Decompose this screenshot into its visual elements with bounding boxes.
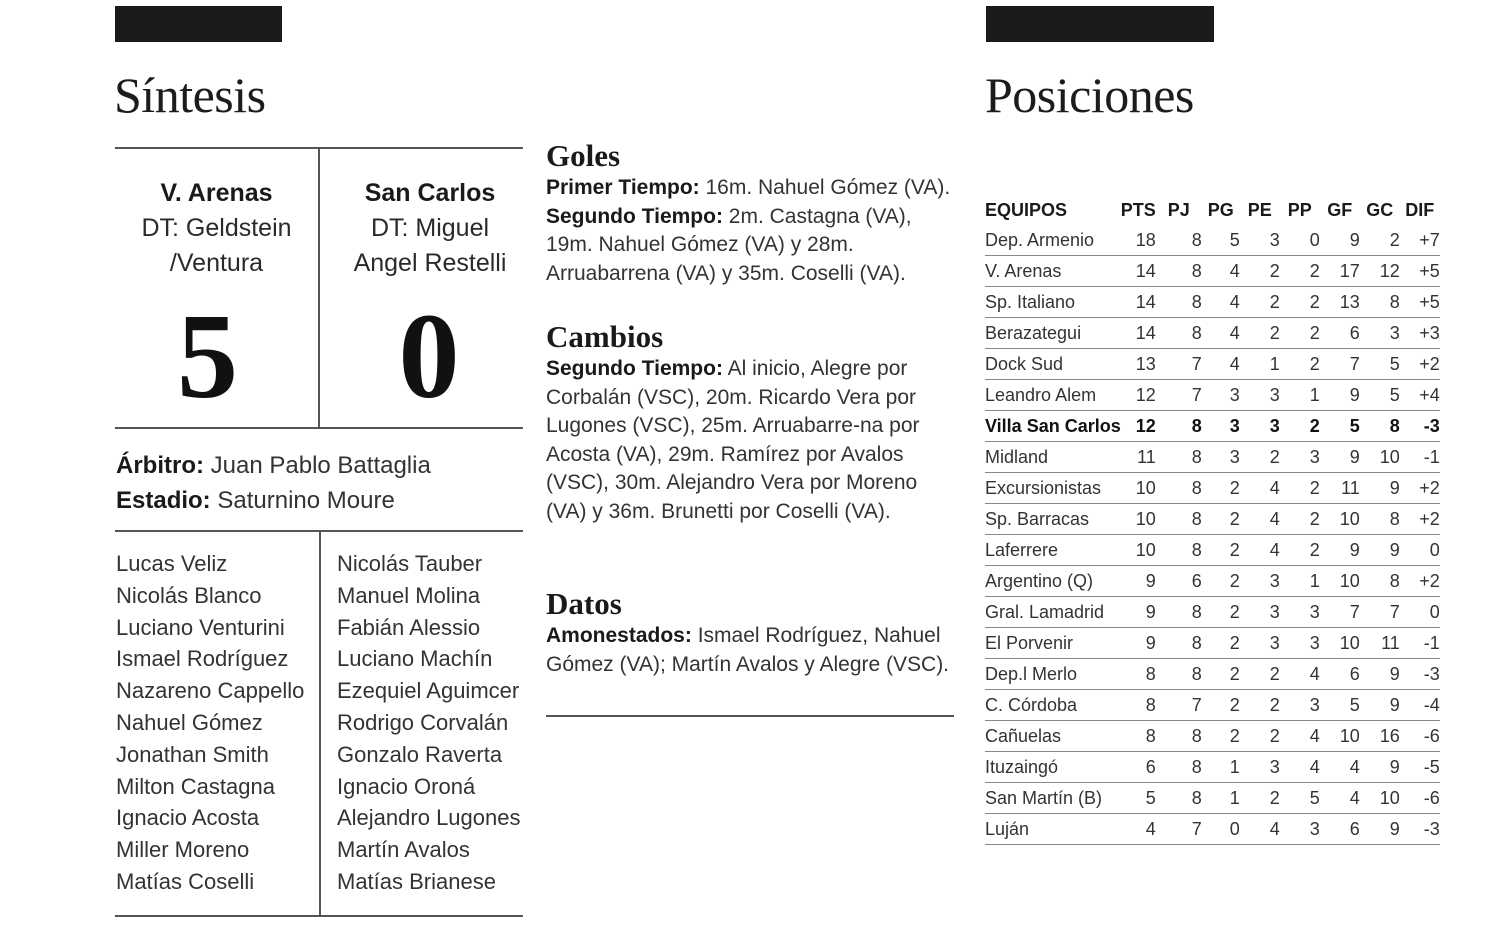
standings-cell-pj: 8	[1156, 287, 1202, 318]
standings-cell-gf: 7	[1320, 349, 1360, 380]
standings-cell-dif: -6	[1400, 721, 1440, 752]
standings-row	[985, 597, 1440, 628]
standings-cell-gf: 7	[1320, 597, 1360, 628]
standings-cell-pg: 5	[1202, 225, 1240, 256]
away-player: Nicolás Tauber	[337, 551, 483, 576]
standings-row	[985, 504, 1440, 535]
standings-cell-equipo: Excursionistas	[985, 473, 1121, 504]
cambios-section	[546, 319, 958, 526]
standings-cell-pe: 3	[1240, 225, 1280, 256]
match-box-bottom-rule	[115, 427, 523, 429]
standings-cell-pts: 4	[1121, 814, 1156, 845]
standings-cell-pe: 4	[1240, 535, 1280, 566]
standings-cell-dif: +7	[1400, 225, 1440, 256]
standings-cell-equipo: Gral. Lamadrid	[985, 597, 1121, 628]
standings-cell-dif: -3	[1400, 659, 1440, 690]
col-header-dif: DIF	[1405, 199, 1435, 220]
standings-cell-pe: 4	[1240, 814, 1280, 845]
standings-cell-equipo: El Porvenir	[985, 628, 1121, 659]
standings-cell-pp: 4	[1280, 752, 1320, 783]
standings-cell-gf: 5	[1320, 411, 1360, 442]
standings-cell-pj: 8	[1156, 721, 1202, 752]
standings-row	[985, 566, 1440, 597]
standings-row	[985, 349, 1440, 380]
standings-cell-pe: 2	[1240, 318, 1280, 349]
goles-text	[546, 174, 958, 288]
standings-cell-pg: 4	[1202, 256, 1240, 287]
standings-cell-pj: 8	[1156, 318, 1202, 349]
standings-cell-pg: 3	[1202, 442, 1240, 473]
standings-cell-equipo: Luján	[985, 814, 1121, 845]
standings-cell-equipo: San Martín (B)	[985, 783, 1121, 814]
standings-cell-pts: 8	[1121, 659, 1156, 690]
away-player: Matías Brianese	[337, 868, 496, 894]
standings-cell-pts: 10	[1121, 504, 1156, 535]
standings-table	[985, 195, 1440, 845]
standings-cell-pp: 2	[1280, 504, 1320, 535]
standings-cell-gf: 6	[1320, 659, 1360, 690]
standings-cell-pe: 2	[1240, 783, 1280, 814]
standings-cell-gf: 6	[1320, 814, 1360, 845]
standings-cell-pp: 2	[1280, 411, 1320, 442]
standings-cell-pe: 3	[1240, 752, 1280, 783]
referee-name: Juan Pablo Battaglia	[210, 452, 431, 479]
standings-cell-pts: 14	[1121, 256, 1156, 287]
standings-cell-gf: 17	[1320, 256, 1360, 287]
standings-cell-pg: 3	[1202, 380, 1240, 411]
standings-cell-pg: 1	[1202, 783, 1240, 814]
col-header-pts: PTS	[1120, 199, 1156, 220]
referee-label: Árbitro:	[116, 452, 204, 479]
home-team-coach: DT: Geldstein	[141, 214, 292, 242]
standings-cell-pg: 2	[1202, 473, 1240, 504]
standings-cell-gc: 9	[1360, 535, 1400, 566]
stadium-line	[116, 483, 395, 518]
standings-cell-gf: 9	[1320, 380, 1360, 411]
datos-section	[546, 586, 958, 679]
standings-cell-pj: 7	[1156, 690, 1202, 721]
standings-cell-pj: 8	[1156, 597, 1202, 628]
standings-row	[985, 721, 1440, 752]
standings-cell-pg: 2	[1202, 597, 1240, 628]
standings-cell-pp: 2	[1280, 318, 1320, 349]
standings-cell-dif: +4	[1400, 380, 1440, 411]
home-player: Miller Moreno	[116, 837, 250, 863]
standings-cell-pg: 2	[1202, 566, 1240, 597]
away-team-coach-cont: Angel Restelli	[353, 249, 507, 277]
home-player: Lucas Veliz	[116, 551, 228, 576]
standings-cell-dif: +2	[1400, 504, 1440, 535]
col-header-pj: PJ	[1167, 199, 1190, 220]
lineups-divider	[319, 532, 321, 916]
away-player: Martín Avalos	[337, 837, 470, 863]
standings-cell-dif: -5	[1400, 752, 1440, 783]
standings-cell-pg: 2	[1202, 504, 1240, 535]
standings-cell-pp: 0	[1280, 225, 1320, 256]
standings-row	[985, 659, 1440, 690]
standings-cell-equipo: Midland	[985, 442, 1121, 473]
standings-cell-gc: 5	[1360, 349, 1400, 380]
standings-cell-pp: 4	[1280, 721, 1320, 752]
standings-cell-pts: 13	[1121, 349, 1156, 380]
standings-cell-gc: 16	[1360, 721, 1400, 752]
standings-cell-pts: 5	[1121, 783, 1156, 814]
standings-cell-pts: 10	[1121, 473, 1156, 504]
standings-row	[985, 380, 1440, 411]
standings-header-row	[985, 195, 1440, 225]
standings-cell-gc: 8	[1360, 411, 1400, 442]
standings-cell-gc: 7	[1360, 597, 1400, 628]
standings-cell-gc: 8	[1360, 566, 1400, 597]
standings-cell-gf: 5	[1320, 690, 1360, 721]
standings-cell-gf: 13	[1320, 287, 1360, 318]
standings-cell-dif: +2	[1400, 349, 1440, 380]
standings-row	[985, 442, 1440, 473]
standings-cell-equipo: Dep.l Merlo	[985, 659, 1121, 690]
standings-cell-gc: 5	[1360, 380, 1400, 411]
away-team-name: San Carlos	[364, 179, 496, 207]
standings-cell-pg: 4	[1202, 318, 1240, 349]
standings-cell-equipo: Villa San Carlos	[985, 411, 1121, 442]
goles-label-1: Primer Tiempo:	[546, 176, 700, 199]
standings-cell-dif: +2	[1400, 473, 1440, 504]
standings-cell-equipo: Argentino (Q)	[985, 566, 1121, 597]
away-player: Rodrigo Corvalán	[337, 709, 509, 735]
standings-cell-gc: 9	[1360, 814, 1400, 845]
standings-cell-gc: 9	[1360, 690, 1400, 721]
standings-cell-gc: 10	[1360, 442, 1400, 473]
home-player: Jonathan Smith	[116, 741, 269, 767]
standings-cell-pj: 8	[1156, 473, 1202, 504]
cambios-label-1: Segundo Tiempo:	[546, 357, 723, 380]
standings-cell-pe: 3	[1240, 380, 1280, 411]
standings-cell-pg: 0	[1202, 814, 1240, 845]
away-team-coach: DT: Miguel	[370, 214, 490, 242]
standings-cell-gc: 12	[1360, 256, 1400, 287]
standings-cell-pts: 9	[1121, 628, 1156, 659]
standings-row	[985, 225, 1440, 256]
standings-cell-pp: 3	[1280, 628, 1320, 659]
away-team-block	[320, 176, 540, 281]
standings-cell-equipo: Dock Sud	[985, 349, 1121, 380]
standings-cell-pg: 2	[1202, 535, 1240, 566]
standings-cell-dif: +3	[1400, 318, 1440, 349]
standings-cell-dif: -1	[1400, 628, 1440, 659]
standings-cell-pp: 3	[1280, 690, 1320, 721]
cambios-text	[546, 355, 958, 526]
standings-cell-gc: 9	[1360, 752, 1400, 783]
standings-cell-gf: 4	[1320, 752, 1360, 783]
standings-cell-pts: 12	[1121, 411, 1156, 442]
home-team-coach-cont: /Ventura	[169, 249, 264, 277]
standings-row	[985, 535, 1440, 566]
standings-cell-dif: 0	[1400, 535, 1440, 566]
standings-cell-equipo: Berazategui	[985, 318, 1121, 349]
standings-cell-pj: 8	[1156, 752, 1202, 783]
standings-cell-gc: 9	[1360, 659, 1400, 690]
standings-body	[985, 225, 1440, 845]
standings-cell-pj: 8	[1156, 256, 1202, 287]
home-player: Nazareno Cappello	[116, 678, 305, 704]
stadium-label: Estadio:	[116, 487, 211, 514]
standings-cell-pg: 2	[1202, 628, 1240, 659]
standings-cell-pj: 7	[1156, 380, 1202, 411]
col-header-gc: GC	[1366, 199, 1394, 220]
standings-cell-gf: 9	[1320, 442, 1360, 473]
datos-label-1: Amonestados:	[546, 624, 692, 647]
standings-cell-pp: 2	[1280, 349, 1320, 380]
standings-cell-pts: 9	[1121, 566, 1156, 597]
standings-cell-pts: 14	[1121, 318, 1156, 349]
standings-row	[985, 814, 1440, 845]
standings-cell-pg: 2	[1202, 659, 1240, 690]
standings-cell-gc: 10	[1360, 783, 1400, 814]
standings-cell-pts: 8	[1121, 690, 1156, 721]
standings-cell-pe: 1	[1240, 349, 1280, 380]
home-player: Nahuel Gómez	[116, 709, 263, 735]
standings-cell-pp: 3	[1280, 442, 1320, 473]
standings-cell-pts: 10	[1121, 535, 1156, 566]
standings-cell-equipo: Ituzaingó	[985, 752, 1121, 783]
cambios-text-1: Al inicio, Alegre por Corbalán (VSC), 20m. Ricardo Vera por Lugones (VSC), 25m. Arruabarre-na por Acosta (VA), 29m. Ramírez por Avalos (VSC), 30m. Alejandro Vera por Moreno (VA) y 36m. Brunetti por Coselli (VA).	[546, 357, 920, 523]
standings-cell-equipo: V. Arenas	[985, 256, 1121, 287]
standings-row	[985, 628, 1440, 659]
standings-cell-dif: +2	[1400, 566, 1440, 597]
datos-title: Datos	[546, 586, 622, 621]
away-lineup	[337, 548, 520, 898]
home-lineup	[116, 548, 304, 898]
col-header-equipos: EQUIPOS	[985, 199, 1068, 220]
standings-cell-gc: 11	[1360, 628, 1400, 659]
standings-cell-pe: 3	[1240, 566, 1280, 597]
standings-cell-gf: 4	[1320, 783, 1360, 814]
middle-column-bottom-rule	[546, 715, 954, 717]
standings-cell-equipo: Sp. Italiano	[985, 287, 1121, 318]
standings-cell-pts: 9	[1121, 597, 1156, 628]
standings-cell-pts: 6	[1121, 752, 1156, 783]
standings-cell-equipo: Cañuelas	[985, 721, 1121, 752]
referee-line	[116, 448, 431, 483]
standings-cell-pj: 8	[1156, 535, 1202, 566]
goles-text-1: 16m. Nahuel Gómez (VA).	[699, 176, 951, 199]
standings-cell-equipo: Sp. Barracas	[985, 504, 1121, 535]
away-player: Alejandro Lugones	[337, 805, 521, 831]
home-player: Nicolás Blanco	[116, 582, 262, 608]
standings-cell-pj: 8	[1156, 225, 1202, 256]
standings-cell-pts: 11	[1121, 442, 1156, 473]
standings-cell-pj: 6	[1156, 566, 1202, 597]
home-player: Ignacio Acosta	[116, 805, 260, 831]
standings-row	[985, 411, 1440, 442]
standings-cell-gf: 10	[1320, 721, 1360, 752]
standings-cell-equipo: Leandro Alem	[985, 380, 1121, 411]
standings-cell-pe: 2	[1240, 256, 1280, 287]
sintesis-header-bar	[115, 6, 282, 42]
standings-cell-pe: 2	[1240, 659, 1280, 690]
standings-cell-pp: 2	[1280, 535, 1320, 566]
datos-text	[546, 622, 958, 679]
standings-cell-pe: 2	[1240, 287, 1280, 318]
posiciones-header-bar	[986, 6, 1214, 42]
standings-cell-pp: 2	[1280, 287, 1320, 318]
standings-cell-pp: 4	[1280, 659, 1320, 690]
standings-cell-pe: 3	[1240, 411, 1280, 442]
standings-cell-gc: 3	[1360, 318, 1400, 349]
standings-row	[985, 287, 1440, 318]
standings-row	[985, 690, 1440, 721]
col-header-pe: PE	[1247, 199, 1272, 220]
standings-cell-pg: 2	[1202, 690, 1240, 721]
standings-cell-dif: 0	[1400, 597, 1440, 628]
standings-cell-pts: 12	[1121, 380, 1156, 411]
standings-cell-dif: -6	[1400, 783, 1440, 814]
stadium-name: Saturnino Moure	[217, 487, 395, 514]
col-header-pg: PG	[1207, 199, 1234, 220]
cambios-title: Cambios	[546, 319, 664, 354]
standings-cell-gc: 8	[1360, 504, 1400, 535]
standings-cell-dif: -1	[1400, 442, 1440, 473]
standings-cell-pp: 1	[1280, 380, 1320, 411]
goles-title: Goles	[546, 138, 621, 173]
standings-cell-gc: 8	[1360, 287, 1400, 318]
goles-section	[546, 138, 958, 288]
standings-cell-pj: 8	[1156, 411, 1202, 442]
standings-row	[985, 318, 1440, 349]
sintesis-title: Síntesis	[114, 67, 266, 123]
standings-cell-pg: 3	[1202, 411, 1240, 442]
standings-cell-equipo: C. Córdoba	[985, 690, 1121, 721]
standings-cell-pe: 2	[1240, 690, 1280, 721]
standings-cell-pe: 2	[1240, 442, 1280, 473]
standings-cell-pe: 2	[1240, 721, 1280, 752]
standings-cell-dif: -3	[1400, 411, 1440, 442]
standings-cell-pj: 8	[1156, 504, 1202, 535]
away-player: Luciano Machín	[337, 646, 493, 672]
standings-cell-gf: 11	[1320, 473, 1360, 504]
standings-cell-gf: 10	[1320, 628, 1360, 659]
standings-cell-gf: 10	[1320, 504, 1360, 535]
home-score: 5	[177, 289, 238, 424]
away-player: Ezequiel Aguimcer	[337, 678, 520, 704]
goles-text-2: 2m. Castagna (VA), 19m. Nahuel Gómez (VA) y 28m. Arruabarrena (VA) y 35m. Coselli (VA).	[546, 204, 912, 285]
standings-cell-dif: -3	[1400, 814, 1440, 845]
standings-cell-pg: 1	[1202, 752, 1240, 783]
standings-row	[985, 752, 1440, 783]
away-player: Ignacio Oroná	[337, 773, 476, 799]
away-player: Manuel Molina	[337, 582, 481, 608]
col-header-gf: GF	[1327, 199, 1353, 220]
standings-cell-dif: +5	[1400, 287, 1440, 318]
standings-cell-pj: 8	[1156, 628, 1202, 659]
standings-row	[985, 256, 1440, 287]
standings-cell-pp: 3	[1280, 597, 1320, 628]
standings-cell-equipo: Dep. Armenio	[985, 225, 1121, 256]
standings-cell-pg: 4	[1202, 349, 1240, 380]
standings-cell-pp: 2	[1280, 473, 1320, 504]
standings-cell-pe: 4	[1240, 504, 1280, 535]
standings-cell-gc: 2	[1360, 225, 1400, 256]
standings-cell-pe: 3	[1240, 597, 1280, 628]
home-team-block	[115, 176, 318, 281]
standings-cell-pts: 18	[1121, 225, 1156, 256]
away-player: Gonzalo Raverta	[337, 741, 503, 767]
standings-cell-pe: 4	[1240, 473, 1280, 504]
standings-cell-dif: +5	[1400, 256, 1440, 287]
standings-cell-pj: 7	[1156, 349, 1202, 380]
lineups-bottom-rule	[115, 915, 523, 917]
standings-row	[985, 783, 1440, 814]
standings-cell-pg: 2	[1202, 721, 1240, 752]
home-player: Milton Castagna	[116, 773, 275, 799]
standings-cell-pp: 2	[1280, 256, 1320, 287]
posiciones-title: Posiciones	[985, 67, 1194, 123]
standings-row	[985, 473, 1440, 504]
standings-cell-gf: 9	[1320, 535, 1360, 566]
standings-cell-gf: 9	[1320, 225, 1360, 256]
datos-text-1: Ismael Rodríguez, Nahuel Gómez (VA); Martín Avalos y Alegre (VSC).	[546, 624, 950, 676]
standings-cell-pp: 5	[1280, 783, 1320, 814]
col-header-pp: PP	[1287, 199, 1312, 220]
home-player: Luciano Venturini	[116, 614, 285, 640]
standings-cell-pj: 8	[1156, 783, 1202, 814]
standings-cell-gf: 10	[1320, 566, 1360, 597]
home-player: Ismael Rodríguez	[116, 646, 289, 672]
standings-cell-pe: 3	[1240, 628, 1280, 659]
standings-cell-gc: 9	[1360, 473, 1400, 504]
standings-cell-pg: 4	[1202, 287, 1240, 318]
standings-cell-pts: 8	[1121, 721, 1156, 752]
standings-cell-pj: 8	[1156, 659, 1202, 690]
standings-cell-pts: 14	[1121, 287, 1156, 318]
away-player: Fabián Alessio	[337, 614, 481, 640]
home-team-name: V. Arenas	[160, 179, 273, 207]
standings-cell-pp: 3	[1280, 814, 1320, 845]
home-player: Matías Coselli	[116, 868, 255, 894]
standings-cell-pj: 7	[1156, 814, 1202, 845]
away-score: 0	[398, 289, 460, 424]
standings-cell-equipo: Laferrere	[985, 535, 1121, 566]
standings-cell-dif: -4	[1400, 690, 1440, 721]
standings-cell-pj: 8	[1156, 442, 1202, 473]
standings-cell-pp: 1	[1280, 566, 1320, 597]
goles-label-2: Segundo Tiempo:	[546, 204, 723, 228]
standings-cell-gf: 6	[1320, 318, 1360, 349]
